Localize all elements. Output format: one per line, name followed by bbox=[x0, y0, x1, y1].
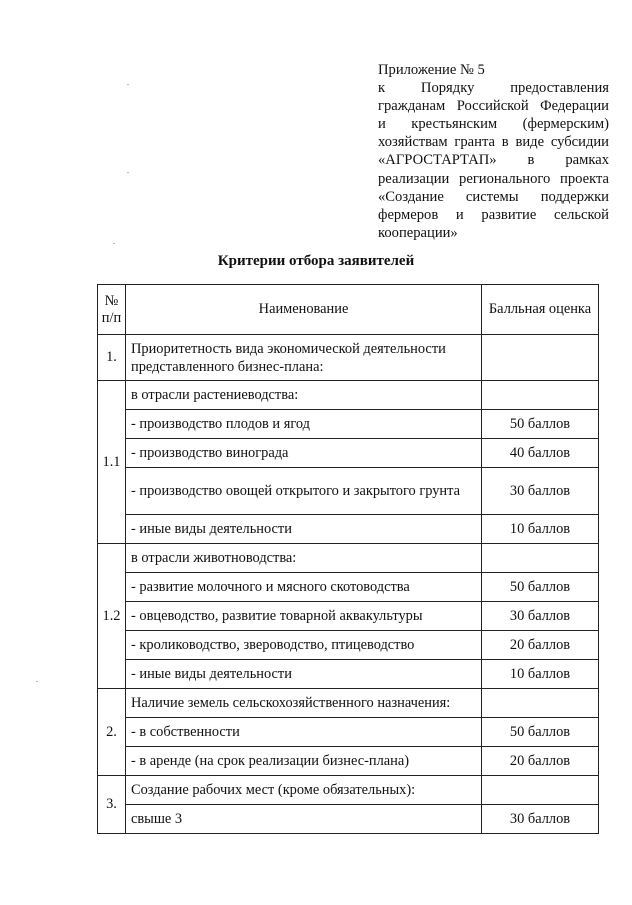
document-title: Критерии отбора заявителей bbox=[217, 253, 415, 269]
table-row bbox=[98, 410, 599, 439]
row-score: 50 баллов bbox=[482, 410, 599, 439]
table-row bbox=[98, 381, 599, 410]
row-score: 50 баллов bbox=[482, 718, 599, 747]
row-name: - иные виды деятельности bbox=[126, 515, 482, 544]
table-row bbox=[98, 689, 599, 718]
row-score: 30 баллов bbox=[482, 602, 599, 631]
row-name: - овцеводство, развитие товарной аквакультуры bbox=[126, 602, 482, 631]
table-header-row bbox=[98, 285, 599, 335]
annex-line: хозяйствам гранта в виде субсидии bbox=[378, 134, 609, 151]
table-row bbox=[98, 335, 599, 381]
table-row bbox=[98, 747, 599, 776]
row-name: - иные виды деятельности bbox=[126, 660, 482, 689]
row-num: 3. bbox=[98, 776, 126, 834]
annex-line: и крестьянским (фермерским) bbox=[378, 116, 609, 133]
row-name: в отрасли растениеводства: bbox=[126, 381, 482, 410]
scan-speck bbox=[113, 243, 115, 244]
annex-line: Приложение № 5 bbox=[378, 62, 485, 78]
row-score bbox=[482, 381, 599, 410]
row-score: 50 баллов bbox=[482, 573, 599, 602]
row-name: Приоритетность вида экономической деятельности представленного бизнес-плана: bbox=[126, 335, 482, 381]
annex-line: гражданам Российской Федерации bbox=[378, 98, 609, 115]
criteria-table bbox=[97, 284, 599, 834]
row-score: 20 баллов bbox=[482, 747, 599, 776]
table-row bbox=[98, 660, 599, 689]
row-name: свыше 3 bbox=[126, 805, 482, 834]
row-score bbox=[482, 689, 599, 718]
table-row bbox=[98, 439, 599, 468]
row-name: - производство плодов и ягод bbox=[126, 410, 482, 439]
row-score bbox=[482, 776, 599, 805]
scan-speck bbox=[127, 84, 129, 85]
header-name: Наименование bbox=[126, 285, 482, 335]
row-score: 40 баллов bbox=[482, 439, 599, 468]
annex-line: реализации регионального проекта bbox=[378, 170, 609, 187]
row-num: 2. bbox=[98, 689, 126, 776]
annex-line: фермеров и развитие сельской bbox=[378, 206, 609, 223]
header-score: Балльная оценка bbox=[482, 285, 599, 335]
table-row bbox=[98, 468, 599, 515]
row-name: - кролиководство, звероводство, птицеводство bbox=[126, 631, 482, 660]
row-name: Наличие земель сельскохозяйственного назначения: bbox=[126, 689, 482, 718]
row-name: - в аренде (на срок реализации бизнес-плана) bbox=[126, 747, 482, 776]
row-num: 1.2 bbox=[98, 544, 126, 689]
row-name: - производство овощей открытого и закрытого грунта bbox=[126, 468, 482, 515]
annex-line: «Создание системы поддержки bbox=[378, 188, 609, 205]
table-row bbox=[98, 776, 599, 805]
table-row bbox=[98, 515, 599, 544]
table-row bbox=[98, 805, 599, 834]
row-name: Создание рабочих мест (кроме обязательных): bbox=[126, 776, 482, 805]
row-name: - производство винограда bbox=[126, 439, 482, 468]
table-row bbox=[98, 573, 599, 602]
row-score: 30 баллов bbox=[482, 805, 599, 834]
row-name: - в собственности bbox=[126, 718, 482, 747]
row-score bbox=[482, 544, 599, 573]
table-row bbox=[98, 631, 599, 660]
row-score: 10 баллов bbox=[482, 515, 599, 544]
annex-line: кооперации» bbox=[378, 224, 458, 241]
row-num: 1. bbox=[98, 335, 126, 381]
annex-line: «АГРОСТАРТАП» в рамках bbox=[378, 152, 609, 169]
table-row bbox=[98, 718, 599, 747]
row-name: - развитие молочного и мясного скотоводства bbox=[126, 573, 482, 602]
annex-line: к Порядку предоставления bbox=[378, 80, 609, 97]
row-score: 10 баллов bbox=[482, 660, 599, 689]
row-score bbox=[482, 335, 599, 381]
row-score: 30 баллов bbox=[482, 468, 599, 515]
row-name: в отрасли животноводства: bbox=[126, 544, 482, 573]
annex-header bbox=[378, 61, 609, 242]
row-score: 20 баллов bbox=[482, 631, 599, 660]
scan-speck bbox=[36, 681, 38, 682]
table-row bbox=[98, 544, 599, 573]
table-row bbox=[98, 602, 599, 631]
scan-speck bbox=[127, 172, 129, 173]
header-num: № п/п bbox=[98, 285, 126, 335]
row-num: 1.1 bbox=[98, 381, 126, 544]
